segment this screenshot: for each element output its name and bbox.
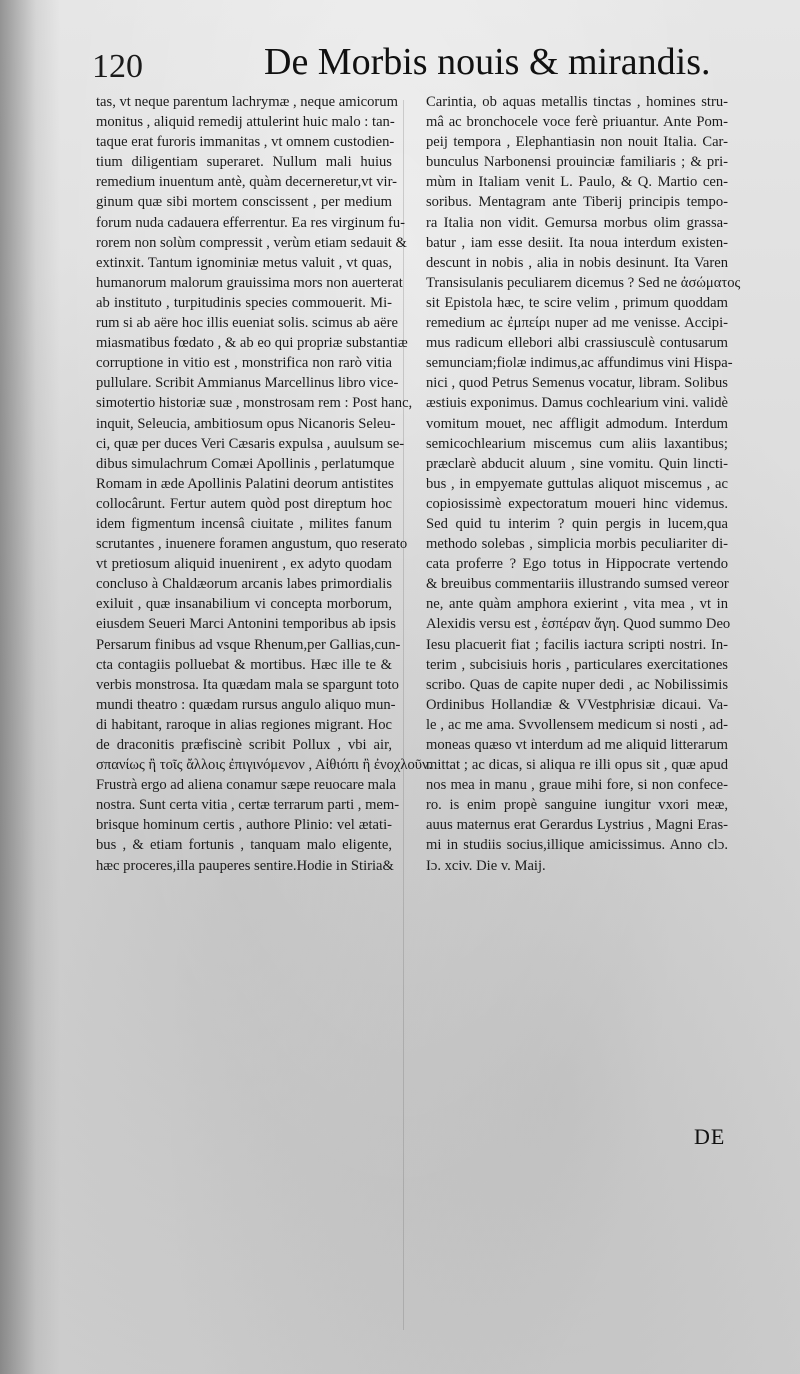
text-line: bus , in empyemate guttulas aliquot miscemus , ac <box>426 475 728 492</box>
text-line: ro. is enim propè sanguine iungitur vxori meæ, <box>426 797 728 814</box>
text-line: vomitum mouet, nec affligit admodum. Interdum <box>426 415 728 432</box>
text-line: humanorum malorum grauissima mors non auerterat <box>96 274 403 291</box>
text-line: monitus , aliquid remedij attulerint huic malo : tan- <box>96 114 395 131</box>
text-line: verbis monstrosa. Ita quædam mala se spargunt toto <box>96 676 399 693</box>
text-line: mundi theatro : quædam rursus angulo aliquo mun- <box>96 696 396 713</box>
text-line: sit Epistola hæc, te scire velim , primum quoddam <box>426 294 728 311</box>
text-line: Sed quid tu interim ? quin pergis in lucem,qua <box>426 515 728 532</box>
left-column <box>96 92 433 876</box>
text-line: remedium inuentum antè, quàm decerneretur,vt vir- <box>96 174 398 191</box>
text-line: semicochlearium miscemus cum aliis laxantibus; <box>426 435 728 452</box>
running-title: De Morbis nouis & mirandis. <box>264 41 711 83</box>
text-line: Iesu placuerit fiat ; facilis iactura scripti nostri. In- <box>426 636 728 653</box>
text-line: descunt in nobis , alia in nobis desinunt. Ita Varen <box>426 254 728 271</box>
text-line: soribus. Mentagram ante Tiberij principis tempo- <box>426 194 728 211</box>
text-line: mi in studiis socius,illique amicissimus. Anno clɔ. <box>426 837 728 854</box>
text-line: auus maternus erat Gerardus Lystrius , Magni Eras- <box>426 817 728 834</box>
page-header <box>92 40 732 90</box>
text-line: exiluit , quæ insanabilium vi concepta morborum, <box>96 596 392 613</box>
right-column <box>426 92 741 876</box>
text-line: simotertio historiæ suæ , monstrosam rem : Post hanc, <box>96 395 413 412</box>
text-line: æstiuis exponimus. Damus cochlearium vini. validè <box>426 395 728 412</box>
text-line: dibus simulachrum Comæi Apollinis , perlatumque <box>96 455 395 472</box>
text-line: batur , iam esse desiit. Ita noua interdum existen- <box>426 234 728 251</box>
text-line: corruptione in vitio est , monstrifica non rarò vitia <box>96 355 392 372</box>
text-line: ci, quæ per duces Veri Cæsaris expulsa , auulsum se- <box>96 435 405 452</box>
text-line: nostra. Sunt certa vitia , certæ terrarum parti , mem- <box>96 797 400 814</box>
text-line: præclarè abducit aluum , sine vomitu. Quin lincti- <box>426 455 728 472</box>
text-line: Romam in æde Apollinis Palatini deorum antistites <box>96 475 394 492</box>
text-line: Transisulanis peculiarem dicemus ? Sed ne ἀσώματος <box>426 274 741 291</box>
text-line: terim , subcisiuis horis , particulares exercitationes <box>426 656 728 673</box>
text-line: taque erat furoris immanitas , vt omnem custodien- <box>96 134 395 151</box>
text-line: tium diligentiam superaret. Nullum mali huius <box>96 154 392 171</box>
catchword: DE <box>694 1124 726 1149</box>
text-line: Ordinibus Hollandiæ & VVestphrisiæ dicaui. Va- <box>426 696 728 713</box>
text-line: rorem non solùm compressit , verùm etiam sedauit & <box>96 234 407 251</box>
text-line: Carintia, ob aquas metallis tinctas , homines stru- <box>426 94 728 110</box>
text-line: nici , quod Petrus Semenus vocatur, libram. Solibus <box>426 375 728 392</box>
text-line: tas, vt neque parentum lachrymæ , neque amicorum <box>96 94 398 110</box>
text-line: eiusdem Seueri Marci Antonini temporibus ab ipsis <box>96 616 396 633</box>
text-line: bus , & etiam fortunis , tanquam malo eligente, <box>96 837 392 854</box>
text-line: ra Italia non vidit. Gemursa morbus olim grassa- <box>426 214 728 231</box>
text-line: vt pretiosum aliquid inuenirent , ex adyto quodam <box>96 556 392 573</box>
text-line: σπανίως ἢ τοῖς ἄλλοις ἐπιγινόμενον , Αἰθιόπι ἢ ἐνοχλοῦν. <box>96 757 433 774</box>
binding-shadow <box>0 0 60 1374</box>
text-line: ginum quæ sibi mortem conscissent , per medium <box>96 194 392 211</box>
text-line: rum si ab aëre hoc illis eueniat solis. scimus ab aëre <box>96 315 398 332</box>
text-line: mittat ; ac dicas, si aliqua re illi opus sit , quæ apud <box>426 757 728 774</box>
text-line: extinxit. Tantum ignominiæ metus valuit , vt quas, <box>96 254 392 271</box>
text-line: Alexidis versu est , ἑσπέραν ἄγη. Quod summo Deo <box>426 616 731 633</box>
text-line: cta contagiis polluebat & mortibus. Hæc ille te & <box>96 656 392 673</box>
text-line: inquit, Seleucia, ambitiosum opus Nicanoris Seleu- <box>96 415 396 432</box>
text-line: nos mea in manu , graue mihi fore, si non confece- <box>426 777 728 794</box>
text-line: scrutantes , inuenere foramen angustum, quo reserato <box>96 536 408 553</box>
text-line: Iɔ. xciv. Die v. Maij. <box>426 857 546 874</box>
column-gutter <box>403 100 404 1330</box>
text-line: ne, ante quàm amphora exierint , vita mea , vt in <box>426 596 728 613</box>
text-line: brisque hominum certis , authore Plinio: vel ætati- <box>96 817 392 834</box>
text-line: mâ ac bronchocele voce ferè priuantur. Ante Pom- <box>426 114 728 131</box>
text-line: pullulare. Scribit Ammianus Marcellinus libro vice- <box>96 375 399 392</box>
text-line: scribo. Quas de capite nuper dedi , ac Nobilissimis <box>426 676 728 693</box>
text-line: ab instituto , turpitudinis species commouerit. Mi- <box>96 294 392 311</box>
text-line: mùm in Italiam venit L. Paulo, & Q. Martio cen- <box>426 174 728 191</box>
text-line: remedium ac ἐμπείρι nuper ad me venisse. Accipi- <box>426 315 728 332</box>
text-line: & breuibus commentariis illustrando sumsed vereor <box>426 576 729 593</box>
text-line: di habitant, raroque in alias regiones migrant. Hoc <box>96 716 392 733</box>
text-line: peij tempora , Elephantiasin non nouit Italia. Car- <box>426 134 728 151</box>
text-line: Frustrà ergo ad aliena conamur sæpe reuocare mala <box>96 777 396 794</box>
text-line: miasmatibus fœdato , & ab eo qui propriæ substantiæ <box>96 335 408 352</box>
text-line: moneas quæso vt interdum ad me aliquid litterarum <box>426 737 728 753</box>
text-line: copiosissimè expectoratum moueri hinc videmus. <box>426 495 728 512</box>
text-line: de draconitis præfiscinè scribit Pollux , vbi air, <box>96 737 392 753</box>
text-line: Persarum finibus ad vsque Rhenum,per Gallias,cun- <box>96 636 401 653</box>
text-line: le , ac me ama. Svvollensem medicum si nosti , ad- <box>426 716 728 733</box>
text-line: hæc proceres,illa pauperes sentire.Hodie in Stiria& <box>96 857 394 874</box>
page-number: 120 <box>92 48 143 85</box>
text-line: semunciam;fiolæ indimus,ac affundimus vini Hispa- <box>426 355 733 372</box>
text-line: mus radicum ellebori albi crassiusculè contusarum <box>426 335 728 352</box>
text-line: bunculus Narbonensi prouinciæ familiaris ; & pri- <box>426 154 728 171</box>
text-line: forum nuda cadauera efferrentur. Ea res virginum fu- <box>96 214 406 231</box>
text-line: concluso à Chaldæorum arcanis labes primordialis <box>96 576 392 593</box>
text-line: collocârunt. Fertur autem quòd post direptum hoc <box>96 495 392 512</box>
text-line: idem figmentum incensâ ciuitate , milites fanum <box>96 515 392 532</box>
text-line: cata proferre ? Ego totus in Hippocrate vertendo <box>426 556 728 573</box>
text-line: methodo solebas , simplicia morbis peculiariter di- <box>426 536 728 553</box>
